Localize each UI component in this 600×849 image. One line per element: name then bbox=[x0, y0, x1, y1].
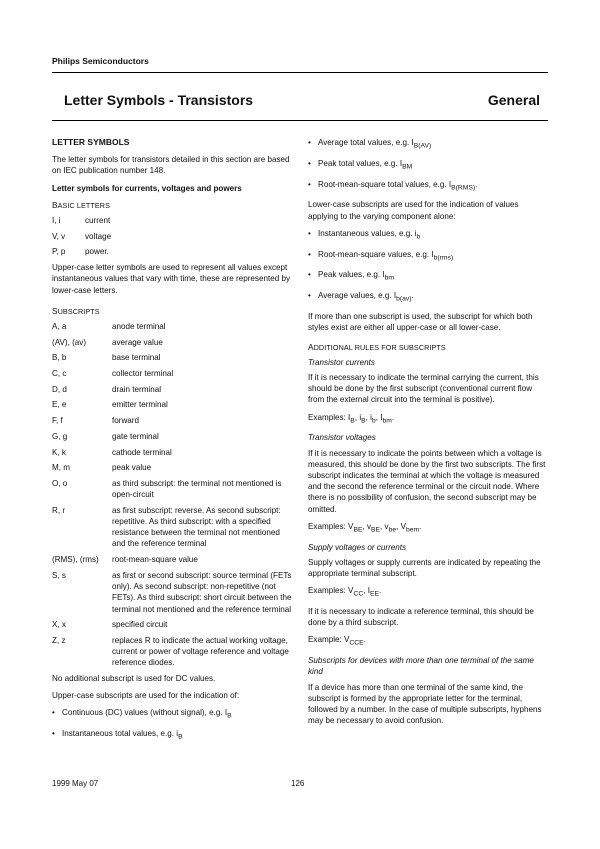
reference-text: If it is necessary to indicate a reference terminal, this should be done by a third subscript. bbox=[308, 606, 534, 628]
supply-text: Supply voltages or supply currents are indicated by repeating the appropriate terminal subscript. bbox=[308, 557, 541, 578]
symbol-meaning: forward bbox=[112, 416, 139, 426]
company-name: Philips Semiconductors bbox=[52, 56, 149, 66]
bullet-main: Root-mean-square values, e.g. I bbox=[318, 249, 434, 259]
symbol-key: E, e bbox=[52, 400, 67, 410]
list-item bbox=[308, 228, 550, 243]
example-symbol: I bbox=[367, 586, 370, 596]
symbol-meaning: collector terminal bbox=[112, 369, 174, 379]
symbol-key: (AV), (av) bbox=[52, 337, 87, 347]
example-subscript: CC bbox=[353, 590, 364, 598]
supply-title: Supply voltages or currents bbox=[308, 542, 407, 552]
lower-case-intro: Lower-case subscripts are used for the indication of values applying to the varying component alone: bbox=[308, 200, 519, 221]
bullet-main: Peak total values, e.g. I bbox=[318, 158, 403, 168]
symbol-meaning: root-mean-square value bbox=[112, 555, 198, 565]
bullet-tail: . bbox=[411, 291, 414, 301]
subscripts-list bbox=[52, 321, 292, 669]
examples-supply bbox=[308, 585, 550, 600]
bullet-subscript: B bbox=[178, 733, 183, 741]
basic-letters-title: BASIC LETTERS bbox=[52, 199, 110, 210]
page-number: 126 bbox=[291, 779, 305, 788]
subheading: Letter symbols for currents, voltages and powers bbox=[52, 183, 242, 193]
bullet-text bbox=[318, 249, 453, 264]
bullet-icon: • bbox=[308, 179, 311, 189]
symbol-meaning: power. bbox=[85, 247, 109, 257]
document-title: Letter Symbols - Transistors bbox=[64, 92, 254, 108]
list-item bbox=[308, 290, 550, 305]
bullet-icon: • bbox=[308, 138, 311, 147]
bullet-text bbox=[62, 707, 232, 722]
bullet-icon: • bbox=[308, 228, 311, 238]
example-label: Example: bbox=[308, 635, 344, 645]
bullet-main: Instantaneous values, e.g. i bbox=[318, 228, 417, 238]
symbol-meaning: as first or second subscript: source terminal (FETs only). As second subscript: non-repetitive (not FETs). As third subscript: short circuit between the terminal not mentioned and the reference terminal bbox=[112, 570, 292, 614]
list-item bbox=[52, 728, 292, 743]
transistor-voltages-title: Transistor voltages bbox=[308, 433, 376, 443]
example-separator: , bbox=[396, 521, 401, 531]
symbol-key: V, v bbox=[52, 231, 66, 241]
bullet-icon: • bbox=[308, 158, 311, 168]
example-symbol: V bbox=[344, 635, 350, 645]
subscript-row bbox=[52, 619, 292, 630]
basic-letters-list bbox=[52, 215, 292, 258]
example-symbol: i bbox=[370, 412, 372, 422]
subscript-row bbox=[52, 384, 292, 395]
transistor-voltages-text: If it is necessary to indicate the points between which a voltage is measured, this should be done by the first two subscripts. The first subscript indicates the terminal at which the voltage is measured and the second the reference terminal or the circuit node. Where there is no possibility of confusion, the second subscript may be omitted. bbox=[308, 448, 546, 514]
symbol-meaning: as third subscript: the terminal not mentioned is open-circuit bbox=[112, 478, 282, 500]
intro-paragraph: The letter symbols for transistors detailed in this section are based on IEC publication number 148. bbox=[52, 155, 290, 176]
basic-letter-row bbox=[52, 215, 292, 226]
example-symbol: V bbox=[348, 521, 354, 531]
bullet-icon: • bbox=[52, 708, 55, 718]
bullet-text bbox=[62, 728, 183, 743]
example-reference bbox=[308, 634, 550, 649]
subscript-row bbox=[52, 462, 292, 473]
bullet-tail: . bbox=[475, 179, 478, 189]
examples-currents bbox=[308, 412, 550, 427]
example-subscript: b bbox=[371, 417, 376, 425]
symbol-meaning: specified circuit bbox=[112, 620, 168, 630]
basic-letter-row bbox=[52, 246, 292, 257]
symbol-meaning: current bbox=[85, 216, 111, 226]
symbol-key: P, p bbox=[52, 247, 66, 257]
bullet-icon: • bbox=[308, 291, 311, 301]
bullet-icon: • bbox=[308, 249, 311, 259]
transistor-currents-text: If it is necessary to indicate the terminal carrying the current, this should be done by the first subscript (conventional current flow from the external circuit into the terminal is positive). bbox=[308, 372, 539, 405]
symbol-meaning: emitter terminal bbox=[112, 400, 168, 410]
example-symbol: i bbox=[359, 412, 362, 422]
symbol-meaning: anode terminal bbox=[112, 321, 166, 331]
footer-date: 1999 May 07 bbox=[52, 779, 99, 788]
list-item bbox=[308, 137, 550, 152]
bullet-main: Root-mean-square total values, e.g. I bbox=[318, 179, 452, 189]
example-separator: , bbox=[365, 412, 371, 422]
symbol-key: R, r bbox=[52, 505, 66, 515]
no-additional-paragraph: No additional subscript is used for DC values. bbox=[52, 674, 216, 684]
example-subscript: BE bbox=[353, 526, 363, 534]
subscripts-title: SUBSCRIPTS bbox=[52, 305, 100, 316]
subscript-row bbox=[52, 505, 292, 550]
bullet-icon: • bbox=[308, 270, 311, 280]
bullet-main: Average total values, e.g. I bbox=[318, 138, 414, 147]
subscript-row bbox=[52, 431, 292, 442]
subscript-row bbox=[52, 570, 292, 615]
additional-rules-title: ADDITIONAL RULES FOR SUBSCRIPTS bbox=[308, 341, 446, 352]
example-subscript: BE bbox=[371, 526, 381, 534]
symbol-key: Z, z bbox=[52, 635, 66, 645]
example-subscript: be bbox=[388, 526, 397, 534]
symbol-key: K, k bbox=[52, 447, 66, 457]
bullet-icon: • bbox=[52, 729, 55, 739]
example-separator: , bbox=[354, 412, 360, 422]
example-subscript: EE bbox=[369, 590, 379, 598]
symbol-meaning: replaces R to indicate the actual working voltage, current or power of voltage reference and voltage reference diodes. bbox=[112, 635, 289, 668]
example-subscript: B bbox=[350, 417, 355, 425]
example-label: Examples: bbox=[308, 521, 349, 531]
examples-voltages bbox=[308, 521, 550, 536]
subscript-row bbox=[52, 337, 292, 348]
section-heading: LETTER SYMBOLS bbox=[52, 137, 130, 147]
subscript-row bbox=[52, 447, 292, 458]
bullet-subscript: B(RMS) bbox=[451, 184, 476, 192]
example-separator: , bbox=[380, 521, 385, 531]
example-separator: . bbox=[363, 635, 366, 645]
upper-subscripts-intro: Upper-case subscripts are used for the indication of: bbox=[52, 691, 240, 701]
example-symbol: I bbox=[348, 412, 351, 422]
symbol-key: B, b bbox=[52, 353, 67, 363]
symbol-meaning: as first subscript: reverse. As second subscript: repetitive. As third subscript: with a specified resistance between the terminal not mentioned and the reference terminal bbox=[112, 505, 281, 549]
list-item bbox=[308, 249, 550, 264]
symbol-meaning: voltage bbox=[85, 231, 112, 241]
bullet-subscript: b(av) bbox=[396, 295, 412, 303]
example-subscript: B bbox=[361, 417, 366, 425]
symbol-meaning: base terminal bbox=[112, 353, 161, 363]
bullet-text bbox=[318, 158, 412, 173]
subscript-row bbox=[52, 321, 292, 332]
bullet-main: Peak values, e.g. I bbox=[318, 270, 385, 280]
document-section: General bbox=[487, 92, 540, 108]
bullet-text bbox=[318, 137, 431, 152]
subscript-row bbox=[52, 635, 292, 669]
right-column bbox=[308, 137, 550, 732]
list-item bbox=[308, 269, 550, 284]
list-item bbox=[308, 158, 550, 173]
bullet-subscript: B(AV) bbox=[413, 142, 432, 150]
if-more-paragraph: If more than one subscript is used, the subscript for which both styles exist are either all upper-case or all lower-case. bbox=[308, 312, 533, 333]
varying-values-list bbox=[308, 228, 550, 305]
example-separator: . bbox=[378, 586, 382, 596]
header-rule-top bbox=[52, 72, 548, 73]
example-symbol: I bbox=[380, 412, 383, 422]
list-item bbox=[52, 707, 292, 722]
example-separator: , bbox=[375, 412, 381, 422]
bullet-subscript: BM bbox=[402, 163, 413, 171]
symbol-meaning: cathode terminal bbox=[112, 447, 172, 457]
bullet-text bbox=[318, 179, 477, 194]
bullet-text bbox=[318, 228, 420, 243]
symbol-key: F, f bbox=[52, 416, 63, 426]
bullet-main: Continuous (DC) values (without signal), e.g. I bbox=[62, 708, 228, 718]
bullet-subscript: b(rms) bbox=[433, 254, 454, 262]
bullet-text bbox=[318, 290, 414, 305]
symbol-key: M, m bbox=[52, 463, 70, 473]
example-separator: . bbox=[391, 412, 395, 422]
list-item bbox=[308, 179, 550, 194]
symbol-key: G, g bbox=[52, 431, 68, 441]
subscript-row bbox=[52, 352, 292, 363]
example-symbol: V bbox=[400, 521, 406, 531]
bullet-subscript: b bbox=[416, 233, 421, 241]
example-symbol: V bbox=[348, 586, 354, 596]
example-separator: . bbox=[419, 521, 422, 531]
subscript-row bbox=[52, 478, 292, 500]
subscript-row bbox=[52, 554, 292, 565]
basic-letter-row bbox=[52, 231, 292, 242]
bullet-main: Instantaneous total values, e.g. i bbox=[62, 729, 179, 739]
symbol-key: C, c bbox=[52, 369, 67, 379]
example-subscript: CCE bbox=[349, 640, 364, 647]
header-rule-bottom bbox=[52, 120, 548, 121]
example-separator: , bbox=[362, 521, 367, 531]
bullet-main: Average values, e.g. I bbox=[318, 291, 397, 301]
example-label: Examples: bbox=[308, 586, 349, 596]
symbol-key: D, d bbox=[52, 384, 67, 394]
left-column bbox=[52, 135, 292, 749]
symbol-key: (RMS), (rms) bbox=[52, 555, 99, 565]
example-symbol: v bbox=[384, 521, 389, 531]
symbol-key: S, s bbox=[52, 570, 66, 580]
example-label: Examples: bbox=[308, 412, 349, 422]
symbol-meaning: peak value bbox=[112, 463, 152, 473]
symbol-meaning: gate terminal bbox=[112, 431, 159, 441]
example-symbol: v bbox=[366, 521, 372, 531]
subscript-row bbox=[52, 368, 292, 379]
left-bullet-list bbox=[52, 707, 292, 743]
example-subscript: bm bbox=[382, 417, 392, 425]
devices-title: Subscripts for devices with more than one terminal of the same kind bbox=[308, 656, 534, 677]
symbol-key: X, x bbox=[52, 620, 66, 630]
devices-text: If a device has more than one terminal of the same kind, the subscript is formed by the appropriate letter for the terminal, followed by a number. In the case of multiple subscripts, hyphens may be necessary to avoid confusion. bbox=[308, 682, 542, 726]
transistor-currents-title: Transistor currents bbox=[308, 357, 375, 367]
symbol-key: A, a bbox=[52, 321, 67, 331]
symbol-meaning: drain terminal bbox=[112, 384, 162, 394]
subscript-row bbox=[52, 415, 292, 426]
example-separator: , bbox=[363, 586, 368, 596]
example-subscript: bem bbox=[406, 526, 420, 534]
symbol-meaning: average value bbox=[112, 337, 163, 347]
subscript-row bbox=[52, 399, 292, 410]
upper-case-paragraph: Upper-case letter symbols are used to represent all values except instantaneous values that vary with time, these are represented by lower-case letters. bbox=[52, 263, 290, 295]
symbol-key: I, i bbox=[52, 216, 61, 226]
bullet-subscript: bm bbox=[384, 275, 394, 283]
total-values-list bbox=[308, 137, 550, 193]
bullet-subscript: B bbox=[227, 713, 232, 721]
symbol-key: O, o bbox=[52, 478, 68, 488]
bullet-text bbox=[318, 269, 394, 284]
